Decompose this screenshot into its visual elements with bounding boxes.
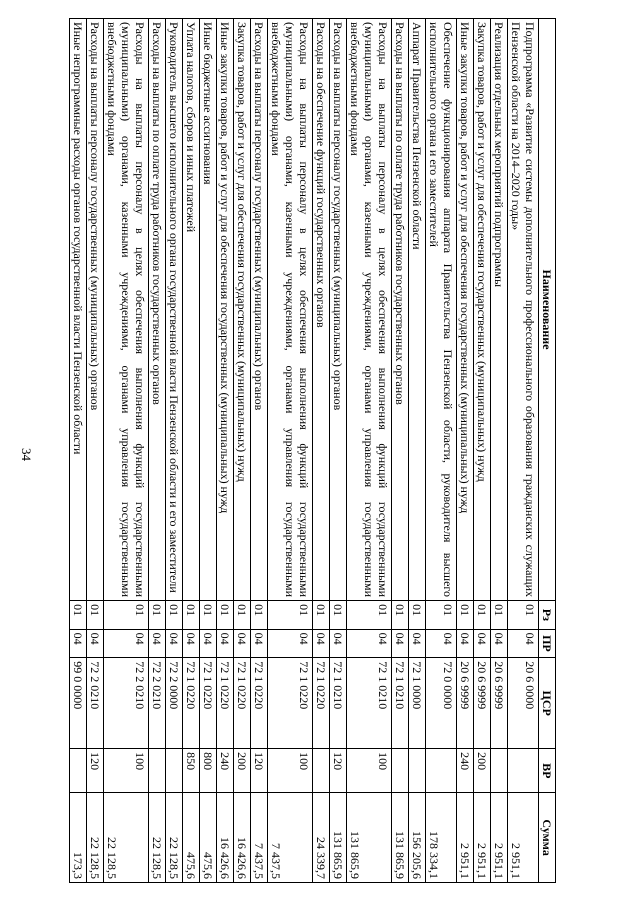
row-name-cell: Расходы на выплаты по оплате труда работников государственных органов bbox=[149, 19, 166, 601]
row-pr-cell: 04 bbox=[87, 629, 104, 658]
row-vr-cell: 120 bbox=[330, 749, 347, 793]
row-sum-cell: 7 437,5 bbox=[268, 793, 313, 883]
table-row bbox=[166, 19, 183, 883]
row-pr-cell: 04 bbox=[491, 629, 508, 658]
table-row bbox=[508, 19, 539, 883]
row-vr-cell bbox=[508, 749, 539, 793]
table-row bbox=[149, 19, 166, 883]
row-pr-cell: 04 bbox=[409, 629, 426, 658]
row-csr-cell: 72 2 0210 bbox=[104, 658, 149, 749]
row-name-cell: Расходы на выплаты персоналу в целях обеспечения выполнения функций государственными (муниципальными) органами, казенными учреждениями, органами управления государственными внебюджетными фондами bbox=[104, 19, 149, 601]
row-pr-cell: 04 bbox=[149, 629, 166, 658]
row-csr-cell: 72 1 0220 bbox=[268, 658, 313, 749]
row-vr-cell bbox=[392, 749, 409, 793]
row-name-cell: Подпрограмма «Развитие системы дополнительного профессионального образования гражданских служащих Пензенской области на 2014–2020 годы» bbox=[508, 19, 539, 601]
row-name-cell: Расходы на обеспечение функций государственных органов bbox=[313, 19, 330, 601]
row-sum-cell: 131 865,9 bbox=[347, 793, 392, 883]
row-name-cell: Реализация отдельных мероприятий подпрограммы bbox=[491, 19, 508, 601]
table-row bbox=[200, 19, 217, 883]
row-sum-cell: 173,3 bbox=[70, 793, 87, 883]
table-row bbox=[474, 19, 491, 883]
table-row bbox=[426, 19, 457, 883]
row-csr-cell: 72 1 0210 bbox=[347, 658, 392, 749]
row-sum-cell: 156 205,6 bbox=[409, 793, 426, 883]
row-pr-cell: 04 bbox=[347, 629, 392, 658]
row-name-cell: Закупка товаров, работ и услуг для обеспечения государственных (муниципальных) нужд bbox=[234, 19, 251, 601]
row-vr-cell: 120 bbox=[87, 749, 104, 793]
row-pr-cell: 04 bbox=[268, 629, 313, 658]
row-pr-cell: 04 bbox=[200, 629, 217, 658]
table-row bbox=[409, 19, 426, 883]
row-csr-cell: 20 6 0000 bbox=[508, 658, 539, 749]
row-sum-cell: 22 128,5 bbox=[104, 793, 149, 883]
row-name-cell: Иные закупки товаров, работ и услуг для обеспечения государственных (муниципальных) нужд bbox=[217, 19, 234, 601]
row-name-cell: Аппарат Правительства Пензенской области bbox=[409, 19, 426, 601]
header-sum: Сумма bbox=[539, 793, 556, 883]
row-csr-cell: 72 1 0220 bbox=[183, 658, 200, 749]
row-rz-cell: 01 bbox=[392, 601, 409, 630]
row-pr-cell: 04 bbox=[313, 629, 330, 658]
row-csr-cell: 72 1 0220 bbox=[217, 658, 234, 749]
row-vr-cell: 100 bbox=[104, 749, 149, 793]
table-row bbox=[234, 19, 251, 883]
row-sum-cell: 22 128,5 bbox=[166, 793, 183, 883]
row-sum-cell: 131 865,9 bbox=[330, 793, 347, 883]
row-vr-cell bbox=[426, 749, 457, 793]
table-row bbox=[70, 19, 87, 883]
header-csr: ЦСР bbox=[539, 658, 556, 749]
row-pr-cell: 04 bbox=[330, 629, 347, 658]
row-vr-cell: 120 bbox=[251, 749, 268, 793]
row-pr-cell: 04 bbox=[251, 629, 268, 658]
budget-table bbox=[69, 18, 556, 883]
table-row bbox=[251, 19, 268, 883]
row-vr-cell: 200 bbox=[474, 749, 491, 793]
row-rz-cell: 01 bbox=[183, 601, 200, 630]
row-csr-cell: 72 1 0220 bbox=[313, 658, 330, 749]
row-sum-cell: 16 426,6 bbox=[234, 793, 251, 883]
row-vr-cell bbox=[70, 749, 87, 793]
row-sum-cell: 7 437,5 bbox=[251, 793, 268, 883]
row-sum-cell: 178 334,1 bbox=[426, 793, 457, 883]
row-sum-cell: 22 128,5 bbox=[87, 793, 104, 883]
row-sum-cell: 16 426,6 bbox=[217, 793, 234, 883]
row-rz-cell: 01 bbox=[347, 601, 392, 630]
row-rz-cell: 01 bbox=[87, 601, 104, 630]
table-row bbox=[217, 19, 234, 883]
row-pr-cell: 04 bbox=[183, 629, 200, 658]
row-vr-cell bbox=[409, 749, 426, 793]
header-pr: ПР bbox=[539, 629, 556, 658]
row-rz-cell: 01 bbox=[149, 601, 166, 630]
row-pr-cell: 04 bbox=[457, 629, 474, 658]
row-pr-cell: 04 bbox=[234, 629, 251, 658]
row-rz-cell: 01 bbox=[313, 601, 330, 630]
row-name-cell: Уплата налогов, сборов и иных платежей bbox=[183, 19, 200, 601]
header-rz: Рз bbox=[539, 601, 556, 630]
table-row bbox=[104, 19, 149, 883]
row-sum-cell: 2 951,1 bbox=[508, 793, 539, 883]
row-name-cell: Расходы на выплаты персоналу государственных (муниципальных) органов bbox=[330, 19, 347, 601]
row-sum-cell: 22 128,5 bbox=[149, 793, 166, 883]
table-row bbox=[268, 19, 313, 883]
row-pr-cell: 04 bbox=[426, 629, 457, 658]
row-rz-cell: 01 bbox=[251, 601, 268, 630]
row-rz-cell: 01 bbox=[330, 601, 347, 630]
row-vr-cell: 850 bbox=[183, 749, 200, 793]
row-name-cell: Расходы на выплаты по оплате труда работников государственных органов bbox=[392, 19, 409, 601]
row-rz-cell: 01 bbox=[409, 601, 426, 630]
row-sum-cell: 2 951,1 bbox=[491, 793, 508, 883]
row-name-cell: Иные непрограммные расходы органов государственной власти Пензенской области bbox=[70, 19, 87, 601]
row-vr-cell: 100 bbox=[347, 749, 392, 793]
row-vr-cell bbox=[166, 749, 183, 793]
table-row bbox=[347, 19, 392, 883]
row-csr-cell: 72 1 0220 bbox=[234, 658, 251, 749]
row-csr-cell: 72 1 0210 bbox=[392, 658, 409, 749]
header-vr: ВР bbox=[539, 749, 556, 793]
row-pr-cell: 04 bbox=[217, 629, 234, 658]
row-csr-cell: 20 6 9999 bbox=[474, 658, 491, 749]
row-rz-cell: 01 bbox=[474, 601, 491, 630]
row-name-cell: Закупка товаров, работ и услуг для обеспечения государственных (муниципальных) нужд bbox=[474, 19, 491, 601]
row-vr-cell: 100 bbox=[268, 749, 313, 793]
row-name-cell: Обеспечение функционирования аппарата Правительства Пензенской области, руководителя высшего исполнительного органа и его заместителей bbox=[426, 19, 457, 601]
row-csr-cell: 72 2 0000 bbox=[166, 658, 183, 749]
row-pr-cell: 04 bbox=[474, 629, 491, 658]
row-pr-cell: 04 bbox=[70, 629, 87, 658]
row-rz-cell: 01 bbox=[166, 601, 183, 630]
row-sum-cell: 475,6 bbox=[183, 793, 200, 883]
budget-table-sheet bbox=[71, 18, 556, 883]
row-csr-cell: 20 6 9999 bbox=[491, 658, 508, 749]
row-vr-cell: 240 bbox=[457, 749, 474, 793]
row-pr-cell: 04 bbox=[104, 629, 149, 658]
row-rz-cell: 01 bbox=[70, 601, 87, 630]
row-name-cell: Иные бюджетные ассигнования bbox=[200, 19, 217, 601]
row-rz-cell: 01 bbox=[217, 601, 234, 630]
table-row bbox=[313, 19, 330, 883]
table-row bbox=[392, 19, 409, 883]
row-sum-cell: 2 951,1 bbox=[474, 793, 491, 883]
table-row bbox=[457, 19, 474, 883]
row-csr-cell: 72 2 0210 bbox=[149, 658, 166, 749]
row-csr-cell: 72 2 0210 bbox=[87, 658, 104, 749]
row-name-cell: Расходы на выплаты персоналу государственных (муниципальных) органов bbox=[87, 19, 104, 601]
row-csr-cell: 20 6 9999 bbox=[457, 658, 474, 749]
page-number: 34 bbox=[19, 448, 34, 461]
row-vr-cell: 200 bbox=[234, 749, 251, 793]
row-name-cell: Руководитель высшего исполнительного органа государственной власти Пензенской области и его заместители bbox=[166, 19, 183, 601]
row-csr-cell: 99 0 0000 bbox=[70, 658, 87, 749]
row-pr-cell: 04 bbox=[508, 629, 539, 658]
header-name: Наименование bbox=[539, 19, 556, 601]
table-row bbox=[87, 19, 104, 883]
row-vr-cell: 240 bbox=[217, 749, 234, 793]
row-csr-cell: 72 1 0000 bbox=[409, 658, 426, 749]
row-vr-cell bbox=[149, 749, 166, 793]
row-rz-cell: 01 bbox=[491, 601, 508, 630]
row-name-cell: Расходы на выплаты персоналу в целях обеспечения выполнения функций государственными (муниципальными) органами, казенными учреждениями, органами управления государственными внебюджетными фондами bbox=[347, 19, 392, 601]
row-sum-cell: 475,6 bbox=[200, 793, 217, 883]
row-csr-cell: 72 1 0220 bbox=[251, 658, 268, 749]
table-row bbox=[330, 19, 347, 883]
row-rz-cell: 01 bbox=[234, 601, 251, 630]
row-sum-cell: 131 865,9 bbox=[392, 793, 409, 883]
table-row bbox=[183, 19, 200, 883]
row-rz-cell: 01 bbox=[457, 601, 474, 630]
row-rz-cell: 01 bbox=[104, 601, 149, 630]
row-name-cell: Расходы на выплаты персоналу в целях обеспечения выполнения функций государственными (муниципальными) органами, казенными учреждениями, органами управления государственными внебюджетными фондами bbox=[268, 19, 313, 601]
row-pr-cell: 04 bbox=[166, 629, 183, 658]
row-vr-cell: 800 bbox=[200, 749, 217, 793]
row-rz-cell: 01 bbox=[426, 601, 457, 630]
row-name-cell: Расходы на выплаты персоналу государственных (муниципальных) органов bbox=[251, 19, 268, 601]
row-sum-cell: 24 339,7 bbox=[313, 793, 330, 883]
row-csr-cell: 72 0 0000 bbox=[426, 658, 457, 749]
row-csr-cell: 72 1 0220 bbox=[200, 658, 217, 749]
row-name-cell: Иные закупки товаров, работ и услуг для обеспечения государственных (муниципальных) нужд bbox=[457, 19, 474, 601]
row-rz-cell: 01 bbox=[200, 601, 217, 630]
row-rz-cell: 01 bbox=[268, 601, 313, 630]
table-header-row bbox=[539, 19, 556, 883]
row-csr-cell: 72 1 0210 bbox=[330, 658, 347, 749]
row-vr-cell bbox=[313, 749, 330, 793]
table-row bbox=[491, 19, 508, 883]
row-pr-cell: 04 bbox=[392, 629, 409, 658]
row-vr-cell bbox=[491, 749, 508, 793]
row-rz-cell: 01 bbox=[508, 601, 539, 630]
table-body bbox=[70, 19, 539, 883]
row-sum-cell: 2 951,1 bbox=[457, 793, 474, 883]
